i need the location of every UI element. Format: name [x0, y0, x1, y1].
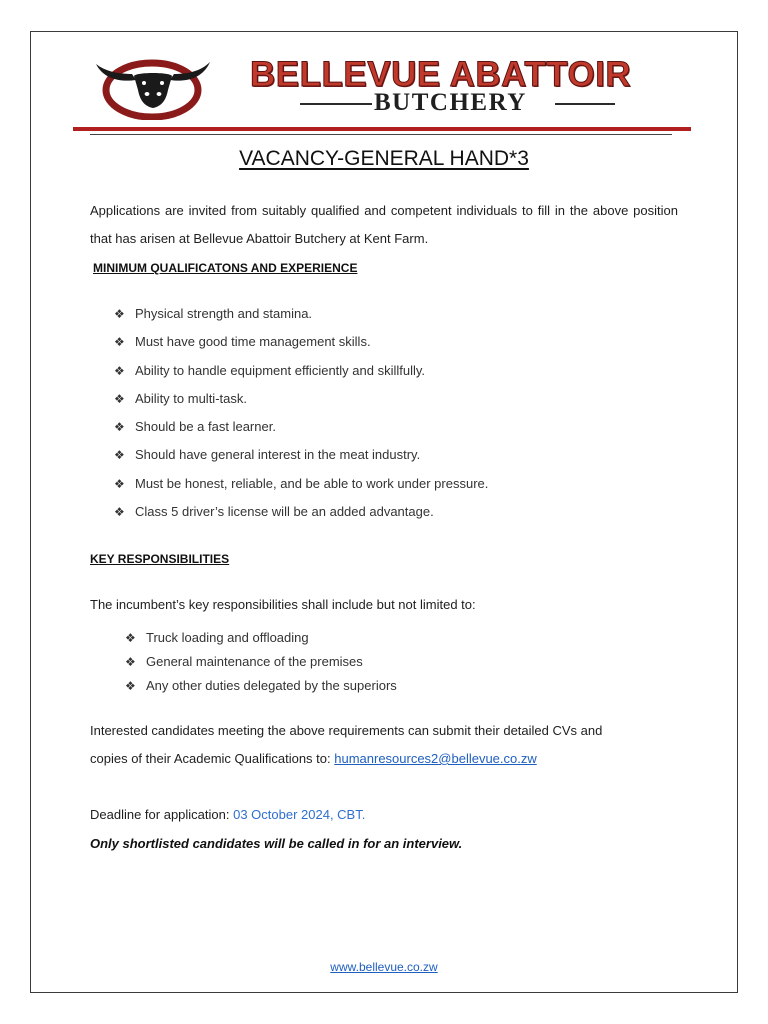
responsibilities-intro: The incumbent’s key responsibilities shall include but not limited to:: [90, 597, 476, 612]
deadline-label: Deadline for application:: [90, 807, 234, 822]
diamond-bullet-icon: ❖: [114, 476, 125, 491]
diamond-bullet-icon: ❖: [125, 679, 136, 693]
header-divider-red: [73, 127, 691, 131]
list-item: ❖ Must be honest, reliable, and be able to work under pressure.: [135, 473, 488, 501]
list-item: ❖ Ability to multi-task.: [135, 388, 488, 416]
diamond-bullet-icon: ❖: [114, 307, 125, 321]
email-link[interactable]: humanresources2@bellevue.co.zw: [334, 751, 537, 766]
header-divider-thin: [90, 134, 672, 135]
deadline-date: 03 October 2024, CBT.: [233, 807, 366, 822]
list-item: ❖ Truck loading and offloading: [146, 628, 397, 652]
deadline-line: [90, 801, 678, 829]
qualifications-list: [114, 303, 489, 529]
website-link[interactable]: www.bellevue.co.zw: [330, 960, 438, 974]
subtitle-rule-right: [555, 103, 615, 105]
diamond-bullet-icon: ❖: [114, 420, 125, 435]
application-line-1: Interested candidates meeting the above requirements can submit their detailed CVs and: [90, 723, 603, 738]
list-item: ❖ General maintenance of the premises: [146, 652, 397, 676]
footer: [0, 960, 768, 974]
diamond-bullet-icon: ❖: [125, 631, 136, 645]
diamond-bullet-icon: ❖: [125, 655, 136, 669]
qualifications-heading: MINIMUM QUALIFICATONS AND EXPERIENCE: [93, 261, 358, 275]
list-item: ❖ Any other duties delegated by the superiors: [146, 676, 397, 700]
bull-head-logo-icon: [92, 50, 222, 120]
diamond-bullet-icon: ❖: [114, 391, 125, 406]
brand-subtitle: BUTCHERY: [374, 89, 527, 116]
intro-paragraph: Applications are invited from suitably qualified and competent individuals to fill in the above position that has arisen at Bellevue Abattoir Butchery at Kent Farm.: [90, 203, 678, 246]
page-title-text: VACANCY-GENERAL HAND*3: [239, 147, 529, 170]
page-title: [0, 145, 768, 173]
list-item: ❖ Physical strength and stamina.: [135, 303, 488, 331]
list-item: ❖ Should have general interest in the meat industry.: [135, 444, 488, 472]
list-item: ❖ Should be a fast learner.: [135, 416, 488, 444]
application-line-2: copies of their Academic Qualifications to: humanresources2@bellevue.co.zw: [90, 751, 537, 766]
list-item: ❖ Ability to handle equipment efficiently and skillfully.: [135, 360, 488, 388]
list-item: ❖ Must have good time management skills.: [135, 331, 488, 359]
diamond-bullet-icon: ❖: [114, 448, 125, 463]
brand-name: BELLEVUE ABATTOIR: [250, 55, 632, 94]
shortlist-note: Only shortlisted candidates will be called in for an interview.: [90, 836, 463, 851]
responsibilities-list: [125, 628, 397, 700]
list-item: ❖ Class 5 driver’s license will be an added advantage.: [135, 501, 488, 529]
diamond-bullet-icon: ❖: [114, 363, 125, 378]
diamond-bullet-icon: ❖: [114, 505, 125, 520]
brand-subtitle-row: [300, 89, 615, 117]
diamond-bullet-icon: ❖: [114, 335, 125, 350]
responsibilities-heading: KEY RESPONSIBILITIES: [90, 552, 230, 566]
subtitle-rule-left: [300, 103, 372, 105]
